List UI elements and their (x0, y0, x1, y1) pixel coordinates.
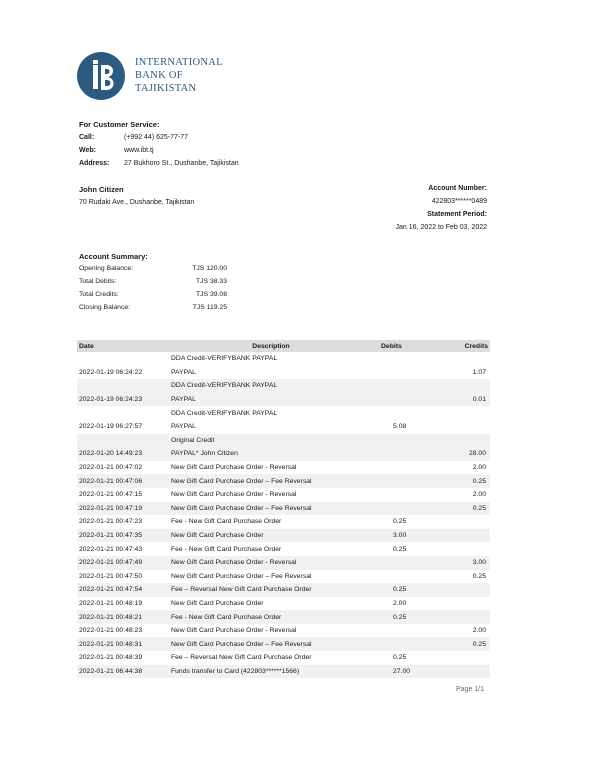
row-date: 2022-01-19 06:24:22 (79, 368, 143, 376)
table-row (77, 352, 490, 366)
cs-web-value[interactable]: www.ibt.tj (124, 147, 154, 154)
transactions-body (77, 352, 490, 678)
cs-web-label: Web: (79, 147, 96, 154)
bank-name (135, 56, 223, 95)
row-debit (373, 447, 428, 461)
header-date: Date (77, 340, 169, 352)
header-debits: Debits (373, 340, 428, 352)
row-debit (373, 366, 428, 380)
account-number-value: 422803******0489 (431, 198, 487, 205)
row-credit: 2.00 (472, 464, 486, 472)
row-credit: 0.25 (428, 502, 490, 516)
table-row (77, 556, 490, 570)
row-debit (373, 352, 428, 366)
summary-debits-value: TJS 38.33 (196, 278, 227, 285)
row-date: 2022-01-21 00:47:23 (79, 518, 143, 526)
row-credit: 28.00 (428, 447, 490, 461)
row-date: 2022-01-21 00:47:06 (77, 474, 169, 488)
statement-period-label: Statement Period: (427, 211, 487, 218)
row-credit: 0.01 (428, 393, 490, 407)
row-description: Fee - New Gift Card Purchase Order (171, 545, 282, 553)
row-debit: 2.00 (393, 599, 407, 607)
summary-credits-label: Total Credits: (79, 291, 119, 298)
row-description: New Gift Card Purchase Order – Fee Reversal (169, 474, 373, 488)
row-description: New Gift Card Purchase Order (169, 529, 373, 543)
row-debit: 0.25 (393, 518, 407, 526)
table-row (77, 570, 490, 584)
header-credits: Credits (428, 340, 490, 352)
row-credit: 2.00 (472, 491, 486, 499)
row-credit (428, 542, 490, 556)
row-debit (373, 434, 428, 448)
summary-debits-row (79, 278, 227, 285)
row-description: Fee - New Gift Card Purchase Order (171, 518, 282, 526)
row-description: Fee – Reversal New Gift Card Purchase Order (171, 654, 312, 662)
row-debit (373, 556, 428, 570)
row-credit (428, 515, 490, 529)
table-row (77, 515, 490, 529)
row-date: 2022-01-21 00:47:35 (77, 529, 169, 543)
account-number-label: Account Number: (428, 185, 487, 192)
summary-opening-value: TJS 120.00 (192, 265, 227, 272)
row-description: New Gift Card Purchase Order – Fee Reversal (169, 637, 373, 651)
table-row (77, 461, 490, 475)
cs-call-row (79, 134, 188, 141)
row-credit (428, 406, 490, 420)
table-row (77, 542, 490, 556)
summary-closing-row (79, 304, 227, 311)
summary-debits-label: Total Debits: (79, 278, 117, 285)
row-debit (373, 474, 428, 488)
table-row (77, 637, 490, 651)
table-row (77, 474, 490, 488)
header-description: Description (169, 340, 373, 352)
row-debit (373, 393, 428, 407)
row-description: New Gift Card Purchase Order - Reversal (171, 491, 297, 499)
row-debit (373, 488, 428, 502)
row-description: PAYPAL (171, 423, 196, 431)
row-date: 2022-01-21 00:47:50 (79, 572, 143, 580)
table-row (77, 665, 490, 679)
table-row (77, 610, 490, 624)
row-date: 2022-01-21 00:48:19 (79, 599, 143, 607)
table-row (77, 447, 490, 461)
table-row (77, 583, 490, 597)
row-date: 2022-01-20 14:49:23 (77, 447, 169, 461)
account-holder-name: John Citizen (79, 185, 124, 194)
row-credit: 0.25 (428, 474, 490, 488)
row-date: 2022-01-21 00:48:39 (79, 654, 143, 662)
row-date: 2022-01-21 00:47:19 (77, 502, 169, 516)
cs-call-label: Call: (79, 134, 95, 141)
table-row (77, 434, 490, 448)
row-date: 2022-01-19 06:27:57 (79, 423, 143, 431)
table-row (77, 406, 490, 420)
bank-logo (77, 52, 125, 100)
row-description: Original Credit (169, 434, 373, 448)
table-row (77, 393, 490, 407)
customer-service-title: For Customer Service: (79, 120, 160, 129)
row-credit (428, 610, 490, 624)
row-credit (428, 597, 490, 611)
row-date: 2022-01-21 00:47:54 (77, 583, 169, 597)
row-date: 2022-01-21 06:44:38 (77, 665, 169, 679)
row-debit (373, 406, 428, 420)
bank-name-line2: BANK OF (135, 70, 183, 81)
row-description: New Gift Card Purchase Order - Reversal (171, 627, 297, 635)
row-description: Fee - New Gift Card Purchase Order (169, 610, 373, 624)
table-row (77, 624, 490, 638)
row-date: 2022-01-21 00:47:15 (79, 491, 143, 499)
summary-closing-label: Closing Balance: (79, 304, 131, 311)
row-debit (373, 570, 428, 584)
table-row (77, 420, 490, 434)
page-number: Page 1/1 (456, 686, 485, 693)
row-debit (373, 502, 428, 516)
row-date: 2022-01-19 06:24:23 (77, 393, 169, 407)
row-date (77, 434, 169, 448)
row-credit: 0.25 (428, 637, 490, 651)
row-credit (428, 529, 490, 543)
row-credit (428, 434, 490, 448)
row-description: New Gift Card Purchase Order - Reversal (171, 464, 297, 472)
row-date (77, 352, 169, 366)
cs-call-value: (+992 44) 625-77-77 (124, 134, 189, 141)
row-debit: 0.25 (373, 610, 428, 624)
row-date: 2022-01-21 00:47:43 (79, 545, 143, 553)
summary-credits-value: TJS 39.08 (196, 291, 227, 298)
cs-address-label: Address: (79, 160, 110, 167)
table-row (77, 597, 490, 611)
row-credit (428, 583, 490, 597)
row-debit: 0.25 (393, 654, 407, 662)
bank-name-line3: TAJIKISTAN (135, 83, 197, 94)
row-date: 2022-01-21 00:47:02 (79, 464, 143, 472)
row-description: DDA Credit-VERIFYBANK PAYPAL (171, 355, 278, 363)
table-row (77, 366, 490, 380)
transactions-table (77, 340, 490, 678)
row-credit (428, 420, 490, 434)
table-row (77, 488, 490, 502)
account-holder-address: 70 Rudaki Ave., Dushanbe, Tajikistan (79, 199, 195, 206)
table-row (77, 379, 490, 393)
row-description: PAYPAL (169, 393, 373, 407)
row-credit: 1.07 (472, 368, 486, 376)
row-credit (428, 665, 490, 679)
row-credit (428, 379, 490, 393)
row-debit (373, 624, 428, 638)
row-description: Fee – Reversal New Gift Card Purchase Order (169, 583, 373, 597)
table-row (77, 502, 490, 516)
summary-opening-row (79, 265, 227, 272)
cs-address-value: 27 Bukhoro St., Dushanbe, Tajikistan (124, 160, 239, 167)
summary-opening-label: Opening Balance: (79, 265, 134, 272)
row-date: 2022-01-21 00:47:49 (77, 556, 169, 570)
row-credit: 2.00 (472, 627, 486, 635)
summary-closing-value: TJS 119.25 (192, 304, 227, 311)
cs-address-row (79, 160, 239, 167)
row-credit (428, 651, 490, 665)
row-debit (373, 379, 428, 393)
row-description: DDA Credit-VERIFYBANK PAYPAL (171, 409, 278, 417)
row-credit: 0.25 (472, 572, 486, 580)
row-description: Funds transfer to Card (422803******1566) (169, 665, 373, 679)
row-description: PAYPAL* John Citizen (169, 447, 373, 461)
bank-name-line1: INTERNATIONAL (135, 57, 223, 68)
row-description: New Gift Card Purchase Order – Fee Reversal (169, 502, 373, 516)
row-credit (428, 352, 490, 366)
row-date (77, 379, 169, 393)
summary-credits-row (79, 291, 227, 298)
row-date (77, 406, 169, 420)
row-debit: 0.25 (393, 545, 407, 553)
account-summary-title: Account Summary: (79, 252, 148, 261)
row-debit: 27.00 (373, 665, 428, 679)
row-date: 2022-01-21 00:48:21 (77, 610, 169, 624)
row-date: 2022-01-21 00:48:23 (79, 627, 143, 635)
row-debit: 0.25 (373, 583, 428, 597)
ibt-monogram-icon (77, 52, 125, 100)
row-debit: 5.08 (393, 423, 407, 431)
row-debit (373, 637, 428, 651)
statement-period-value: Jan 16, 2022 to Feb 03, 2022 (395, 224, 487, 231)
row-debit: 3.00 (373, 529, 428, 543)
row-description: PAYPAL (171, 368, 196, 376)
row-credit: 3.00 (428, 556, 490, 570)
row-description: New Gift Card Purchase Order (171, 599, 264, 607)
table-row (77, 651, 490, 665)
row-debit (373, 461, 428, 475)
row-date: 2022-01-21 00:48:31 (77, 637, 169, 651)
table-row (77, 529, 490, 543)
row-description: New Gift Card Purchase Order – Fee Reversal (171, 572, 312, 580)
row-description: DDA Credit-VERIFYBANK PAYPAL (169, 379, 373, 393)
cs-web-row (79, 147, 154, 154)
table-header-row (77, 340, 490, 352)
row-description: New Gift Card Purchase Order - Reversal (169, 556, 373, 570)
